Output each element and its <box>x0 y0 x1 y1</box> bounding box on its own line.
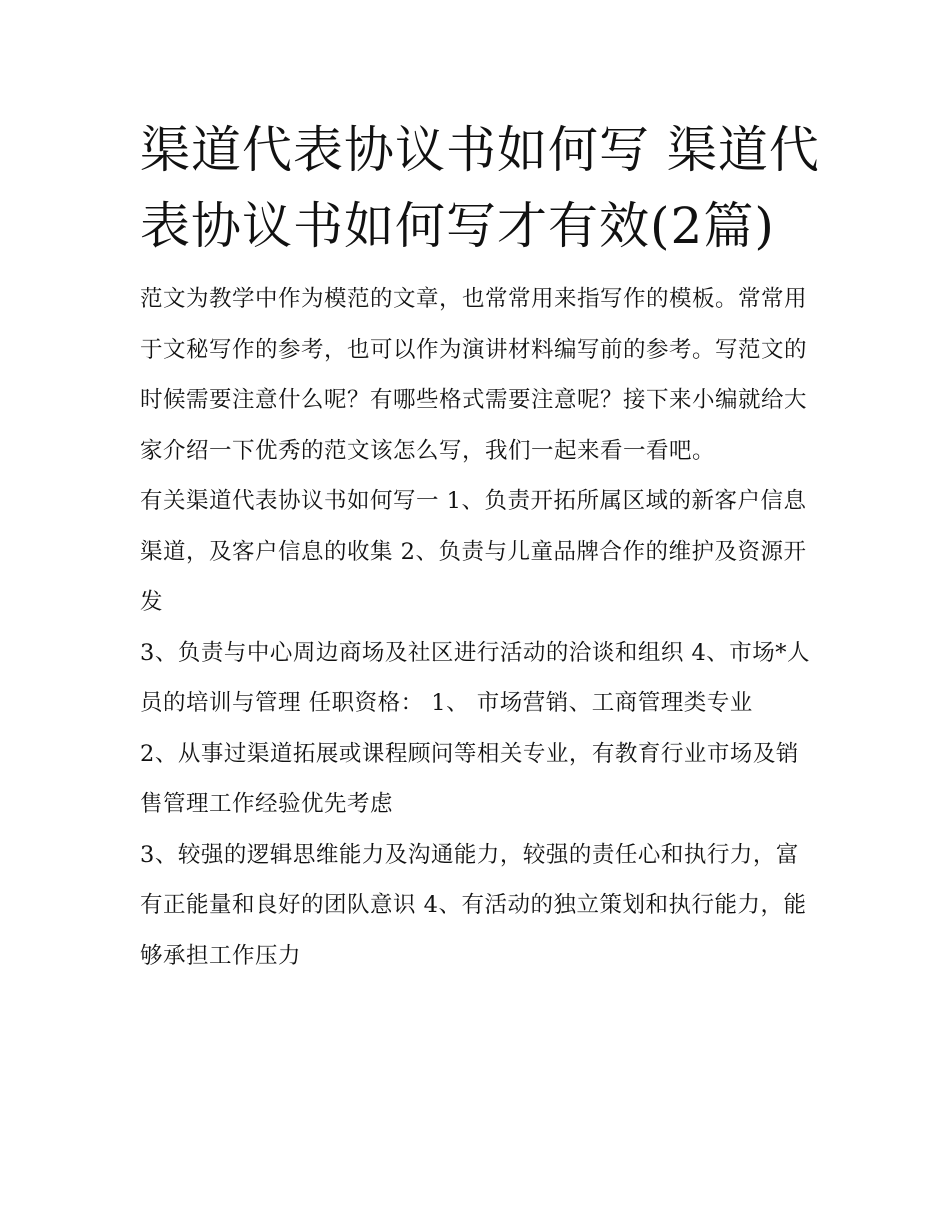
document-page <box>140 112 820 981</box>
paragraph-requirement-2: 2、从事过渠道拓展或课程顾问等相关专业，有教育行业市场及销售管理工作经验优先考虑 <box>140 740 799 817</box>
paragraph-duties-2: 3、负责与中心周边商场及社区进行活动的洽谈和组织 4、市场*人员的培训与管理 任职资格： 1、 市场营销、工商管理类专业 <box>140 639 811 716</box>
paragraph-duties-1: 有关渠道代表协议书如何写一 1、负责开拓所属区域的新客户信息渠道，及客户信息的收集 2、负责与儿童品牌合作的维护及资源开发 <box>140 488 807 615</box>
document-title: 渠道代表协议书如何写 渠道代表协议书如何写才有效(2篇) <box>140 121 820 255</box>
paragraph-requirement-3: 3、较强的逻辑思维能力及沟通能力，较强的责任心和执行力，富有正能量和良好的团队意识 4、有活动的独立策划和执行能力，能够承担工作压力 <box>140 841 807 969</box>
paragraph-intro: 范文为教学中作为模范的文章，也常常用来指写作的模板。常常用于文秘写作的参考，也可以作为演讲材料编写前的参考。写范文的时候需要注意什么呢？有哪些格式需要注意呢？接下来小编就给大家介绍一下优秀的范文该怎么写，我们一起来看一看吧。 <box>140 286 808 464</box>
